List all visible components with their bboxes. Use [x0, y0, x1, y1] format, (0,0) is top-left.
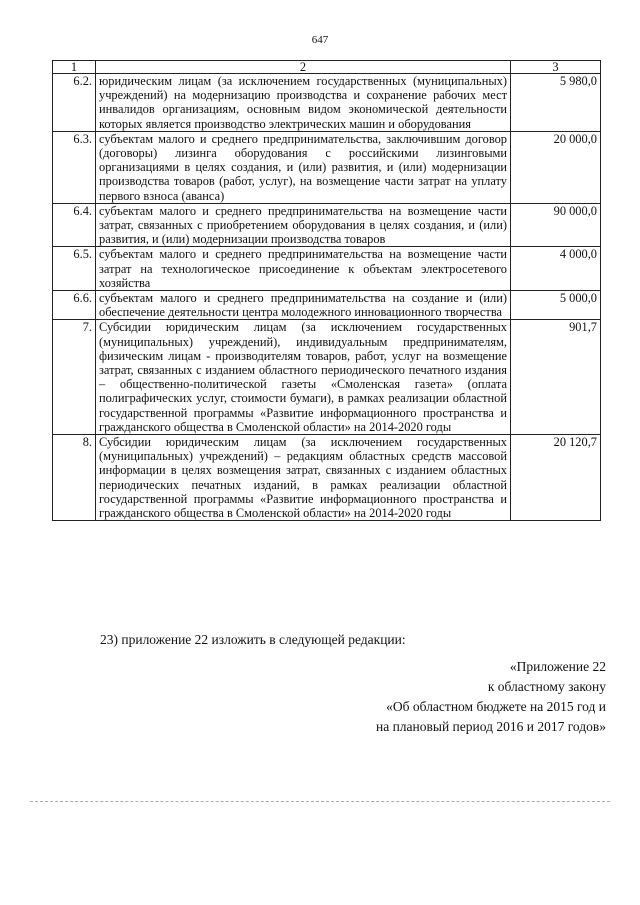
- row-description: Субсидии юридическим лицам (за исключением государственных (муниципальных) учреждений), индивидуальным предпринимателям, физическим лицам - производителям товаров, работ, услуг на возмещение затрат, связанных с изданием областного периодического печатного издания – общественно-политической газеты «Смоленская газета» (оплата полиграфических услуг, стоимости бумаги), в рамках реализации областной государственной программы «Развитие информационного пространства и гражданского общества в Смоленской области» на 2014-2020 годы: [96, 320, 511, 435]
- row-amount: 4 000,0: [511, 247, 601, 291]
- row-description: субъектам малого и среднего предпринимательства, заключившим договор (договоры) лизинга оборудования с российскими лизинговыми организациями в целях создания, и (или) развития, и (или) модернизации производства товаров (работ, услуг), на возмещение части затрат на уплату первого взноса (аванса): [96, 131, 511, 203]
- table-row: [53, 131, 601, 203]
- row-description: субъектам малого и среднего предпринимательства на создание и (или) обеспечение деятельности центра молодежного инновационного творчества: [96, 291, 511, 320]
- row-amount: 20 000,0: [511, 131, 601, 203]
- row-amount: 20 120,7: [511, 435, 601, 521]
- table-row: [53, 320, 601, 435]
- row-number: 6.5.: [53, 247, 96, 291]
- appendix-line: «Приложение 22: [509, 659, 606, 674]
- amendment-text: 23) приложение 22 изложить в следующей редакции:: [100, 632, 406, 647]
- table-row: [53, 74, 601, 132]
- row-number: 8.: [53, 435, 96, 521]
- budget-table: [52, 60, 601, 521]
- row-description: субъектам малого и среднего предпринимательства на возмещение части затрат на технологическое присоединение к объектам электросетевого хозяйства: [96, 247, 511, 291]
- appendix-line: на плановый период 2016 и 2017 годов»: [375, 719, 606, 734]
- table-row: [53, 203, 601, 247]
- table-row: [53, 247, 601, 291]
- table-row: [53, 435, 601, 521]
- appendix-heading: [376, 657, 606, 737]
- scan-dashed-line: [30, 801, 610, 802]
- table-row: [53, 291, 601, 320]
- page-number: 647: [311, 34, 329, 46]
- row-amount: 5 000,0: [511, 291, 601, 320]
- row-description: юридическим лицам (за исключением государственных (муниципальных) учреждений) на модернизацию производства и сохранение рабочих мест инвалидов организациям, основным видом экономической деятельности которых является производство электрических машин и оборудования: [96, 74, 511, 132]
- column-header-2: 2: [96, 61, 511, 74]
- row-number: 6.6.: [53, 291, 96, 320]
- appendix-line: «Об областном бюджете на 2015 год и: [386, 699, 606, 714]
- row-number: 6.2.: [53, 74, 96, 132]
- column-header-1: 1: [53, 61, 96, 74]
- row-amount: 5 980,0: [511, 74, 601, 132]
- row-number: 6.3.: [53, 131, 96, 203]
- table-header-row: [53, 61, 601, 74]
- row-number: 6.4.: [53, 203, 96, 247]
- row-description: субъектам малого и среднего предпринимательства на возмещение части затрат, связанных с приобретением оборудования в целях создания, и (или) развития, и (или) модернизации производства товаров: [96, 203, 511, 247]
- row-amount: 90 000,0: [511, 203, 601, 247]
- row-number: 7.: [53, 320, 96, 435]
- row-amount: 901,7: [511, 320, 601, 435]
- appendix-line: к областному закону: [487, 679, 606, 694]
- row-description: Субсидии юридическим лицам (за исключением государственных (муниципальных) учреждений) – редакциям областных средств массовой информации в целях возмещения затрат, связанных с изданием областных периодических печатных изданий, в рамках реализации областной государственной программы «Развитие информационного пространства и гражданского общества в Смоленской области» на 2014-2020 годы: [96, 435, 511, 521]
- column-header-3: 3: [511, 61, 601, 74]
